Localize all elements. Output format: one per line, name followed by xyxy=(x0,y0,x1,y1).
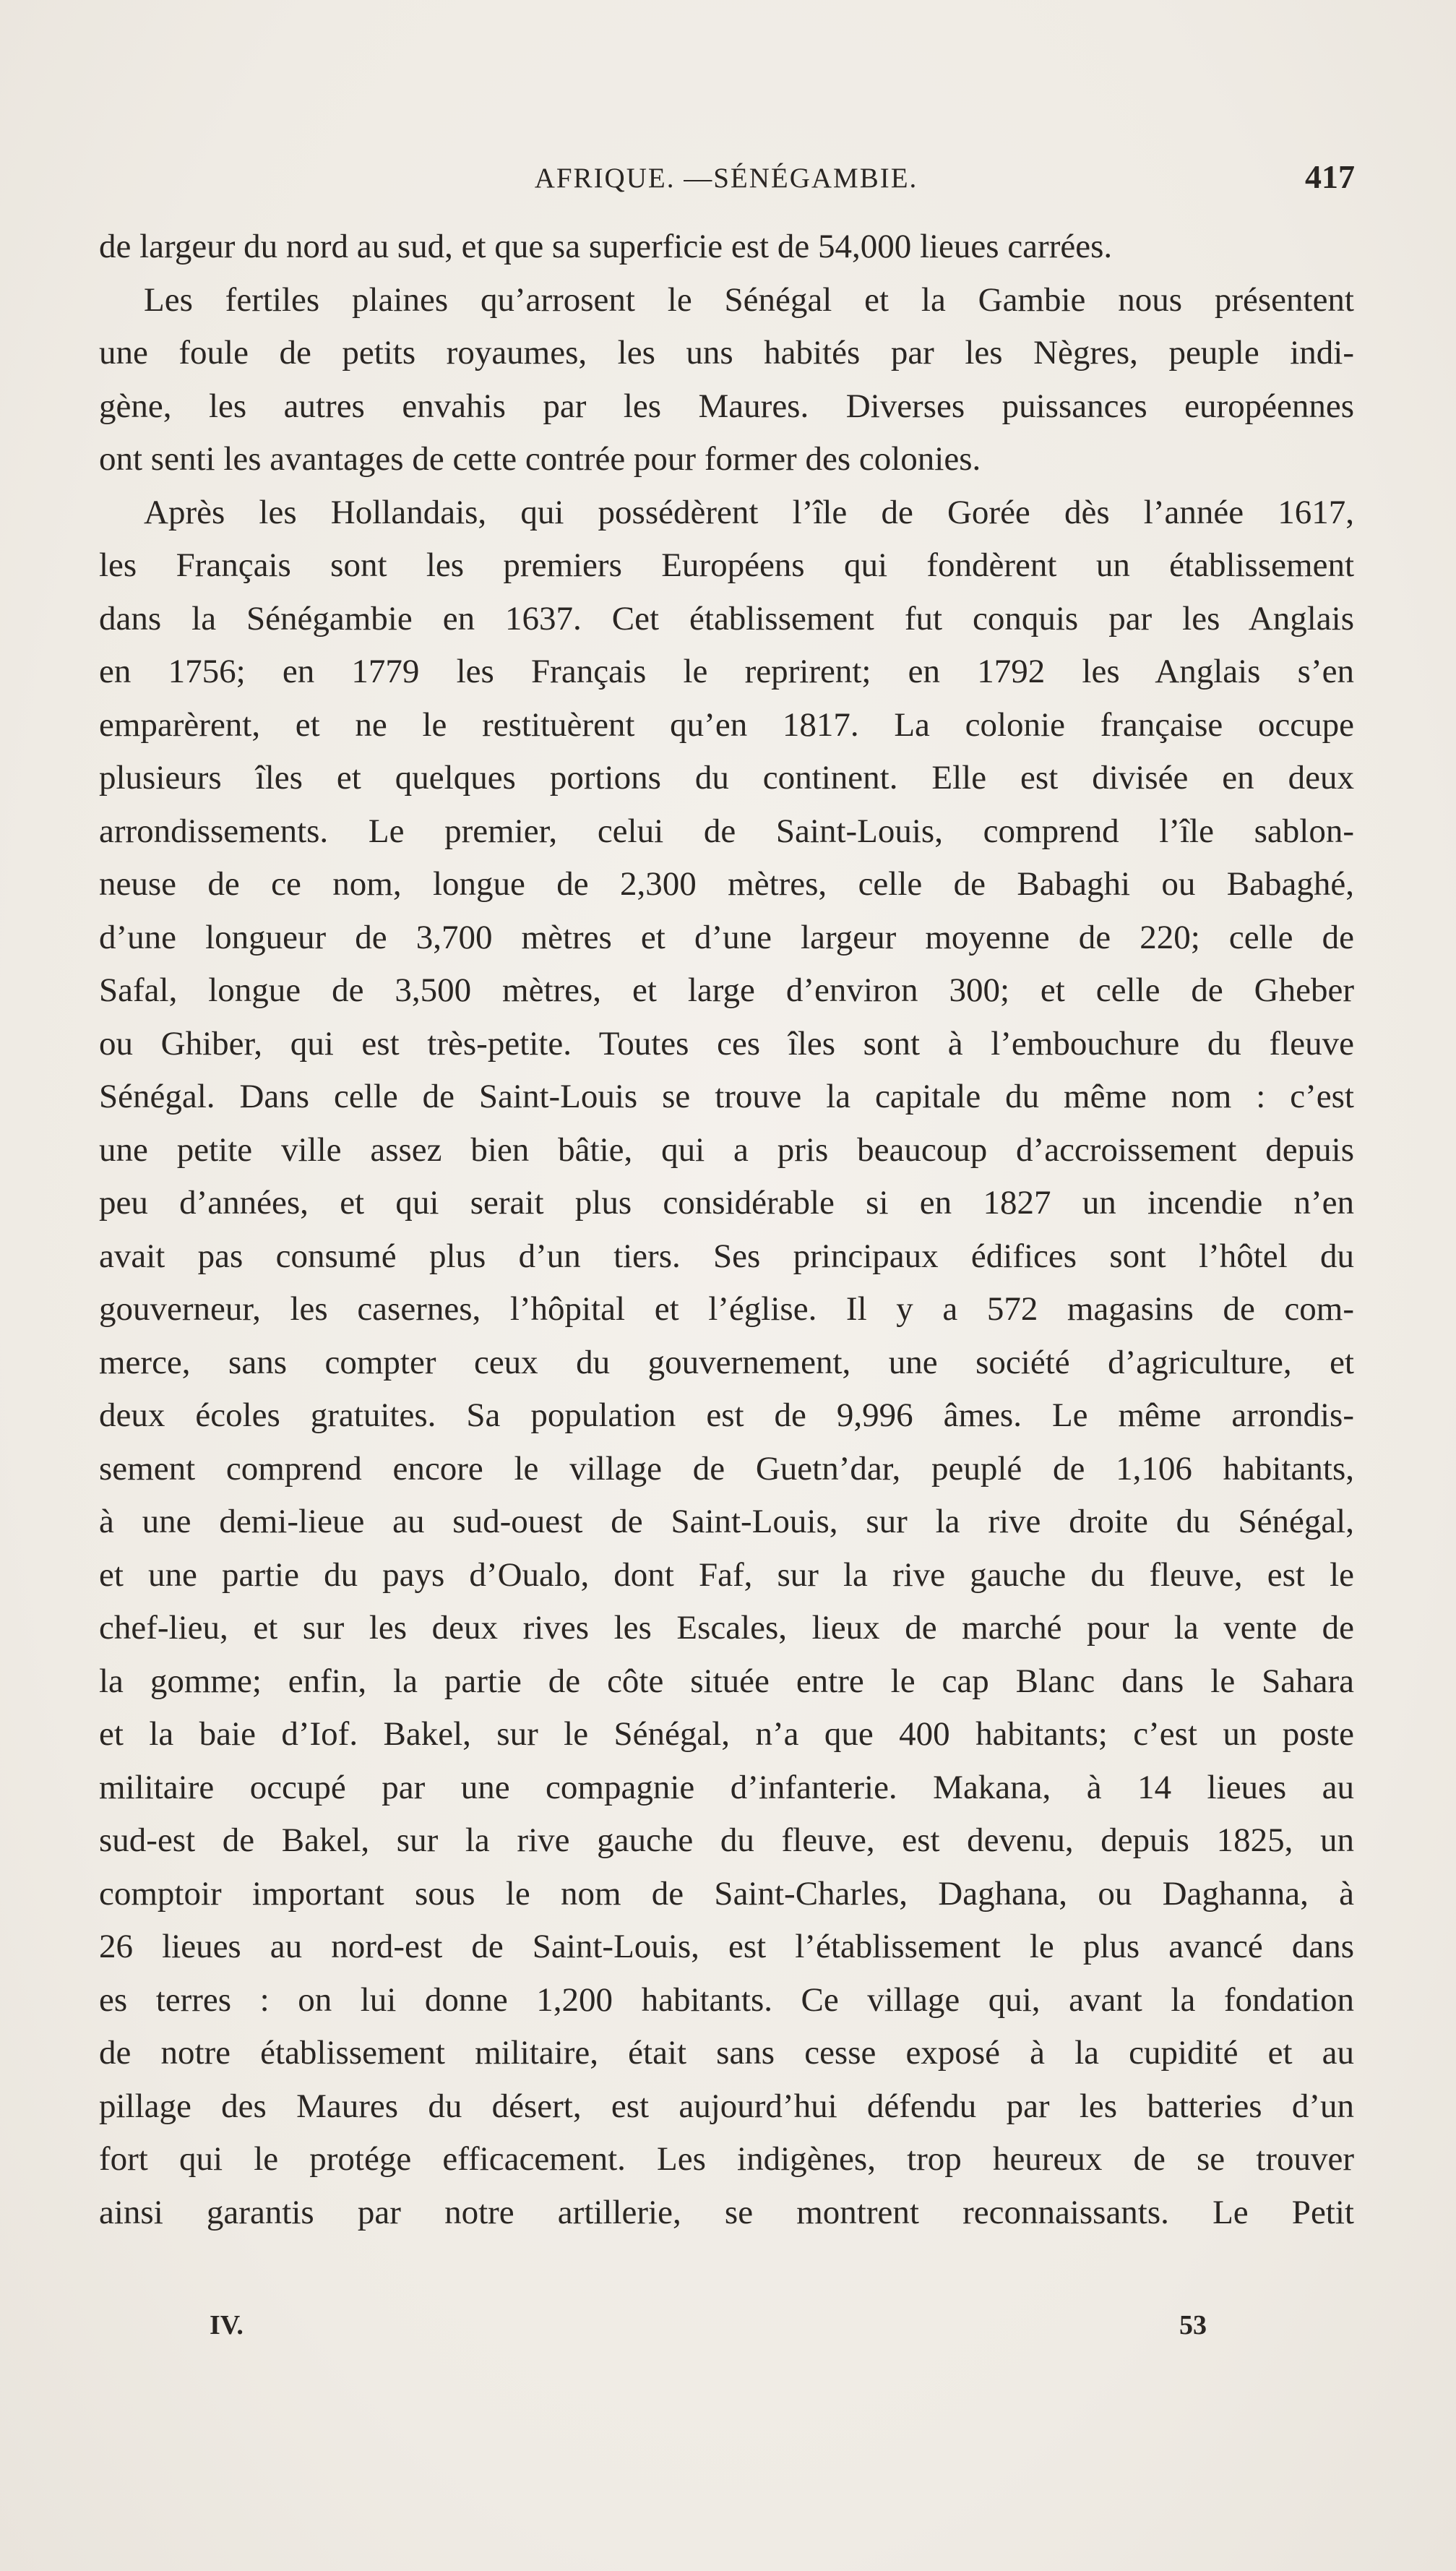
text-line: militaire occupé par une compagnie d’infanterie. Makana, à 14 lieues au xyxy=(99,1768,1354,1806)
text-line: pillage des Maures du désert, est aujourd’hui défendu par les batteries d’un xyxy=(99,2087,1354,2125)
text-line: deux écoles gratuites. Sa population est de 9,996 âmes. Le même arrondis- xyxy=(99,1396,1354,1434)
text-line: ainsi garantis par notre artillerie, se montrent reconnaissants. Le Petit xyxy=(99,2193,1354,2231)
text-line: les Français sont les premiers Européens qui fondèrent un établissement xyxy=(99,546,1354,584)
text-line: gène, les autres envahis par les Maures. Diverses puissances européennes xyxy=(99,387,1354,425)
text-line: la gomme; enfin, la partie de côte située entre le cap Blanc dans le Sahara xyxy=(99,1662,1354,1700)
text-line: chef-lieu, et sur les deux rives les Escales, lieux de marché pour la vente de xyxy=(99,1609,1354,1647)
text-line: 26 lieues au nord-est de Saint-Louis, est l’établissement le plus avancé dans xyxy=(99,1928,1354,1965)
text-line: gouverneur, les casernes, l’hôpital et l’église. Il y a 572 magasins de com- xyxy=(99,1290,1354,1328)
text-line: avait pas consumé plus d’un tiers. Ses principaux édifices sont l’hôtel du xyxy=(99,1237,1354,1275)
running-title: AFRIQUE. —SÉNÉGAMBIE. xyxy=(534,163,918,194)
text-line: en 1756; en 1779 les Français le reprirent; en 1792 les Anglais s’en xyxy=(99,653,1354,690)
text-line: emparèrent, et ne le restituèrent qu’en 1817. La colonie française occupe xyxy=(99,705,1354,744)
page-number: 417 xyxy=(1305,158,1355,195)
text-line: d’une longueur de 3,700 mètres et d’une largeur moyenne de 220; celle de xyxy=(99,918,1354,956)
running-header xyxy=(98,158,1355,201)
volume-signature: IV. xyxy=(210,2310,244,2340)
text-line: ou Ghiber, qui est très-petite. Toutes ces îles sont à l’embouchure du fleuve xyxy=(99,1024,1354,1063)
text-line: comptoir important sous le nom de Saint-Charles, Daghana, ou Daghanna, à xyxy=(99,1874,1354,1913)
text-line: sement comprend encore le village de Guetn’dar, peuplé de 1,106 habitants, xyxy=(99,1449,1354,1488)
text-line: et la baie d’Iof. Bakel, sur le Sénégal, n’a que 400 habitants; c’est un poste xyxy=(99,1715,1354,1753)
text-line: merce, sans compter ceux du gouvernement, une société d’agriculture, et xyxy=(99,1343,1354,1381)
text-line: es terres : on lui donne 1,200 habitants. Ce village qui, avant la fondation xyxy=(99,1980,1354,2019)
text-line: Sénégal. Dans celle de Saint-Louis se trouve la capitale du même nom : c’est xyxy=(99,1078,1354,1115)
text-line: peu d’années, et qui serait plus considérable si en 1827 un incendie n’en xyxy=(99,1184,1354,1222)
text-line: Les fertiles plaines qu’arrosent le Sénégal et la Gambie nous présentent xyxy=(144,280,1354,319)
page-footer xyxy=(210,2309,1207,2345)
text-line: neuse de ce nom, longue de 2,300 mètres, celle de Babaghi ou Babaghé, xyxy=(99,865,1354,903)
text-line: dans la Sénégambie en 1637. Cet établissement fut conquis par les Anglais xyxy=(99,599,1354,638)
gathering-signature: 53 xyxy=(1179,2310,1207,2340)
text-line: sud-est de Bakel, sur la rive gauche du fleuve, est devenu, depuis 1825, un xyxy=(99,1821,1354,1859)
text-line: à une demi-lieue au sud-ouest de Saint-Louis, sur la rive droite du Sénégal, xyxy=(99,1503,1354,1540)
text-line: plusieurs îles et quelques portions du continent. Elle est divisée en deux xyxy=(99,759,1354,797)
text-line: Après les Hollandais, qui possédèrent l’île de Gorée dès l’année 1617, xyxy=(144,493,1354,531)
text-line: une petite ville assez bien bâtie, qui a pris beaucoup d’accroissement depuis xyxy=(99,1130,1354,1169)
text-line: Safal, longue de 3,500 mètres, et large d’environ 300; et celle de Gheber xyxy=(99,971,1354,1009)
text-line: et une partie du pays d’Oualo, dont Faf, sur la rive gauche du fleuve, est le xyxy=(99,1555,1354,1594)
body-text xyxy=(99,220,1354,2239)
text-line: de notre établissement militaire, était sans cesse exposé à la cupidité et au xyxy=(99,2034,1354,2072)
text-line: une foule de petits royaumes, les uns habités par les Nègres, peuple indi- xyxy=(99,334,1354,372)
text-line: ont senti les avantages de cette contrée pour former des colonies. xyxy=(99,440,981,478)
text-line: fort qui le protége efficacement. Les indigènes, trop heureux de se trouver xyxy=(99,2140,1354,2178)
text-line: de largeur du nord au sud, et que sa superficie est de 54,000 lieues carrées. xyxy=(99,228,1113,265)
text-line: arrondissements. Le premier, celui de Saint-Louis, comprend l’île sablon- xyxy=(99,812,1354,850)
